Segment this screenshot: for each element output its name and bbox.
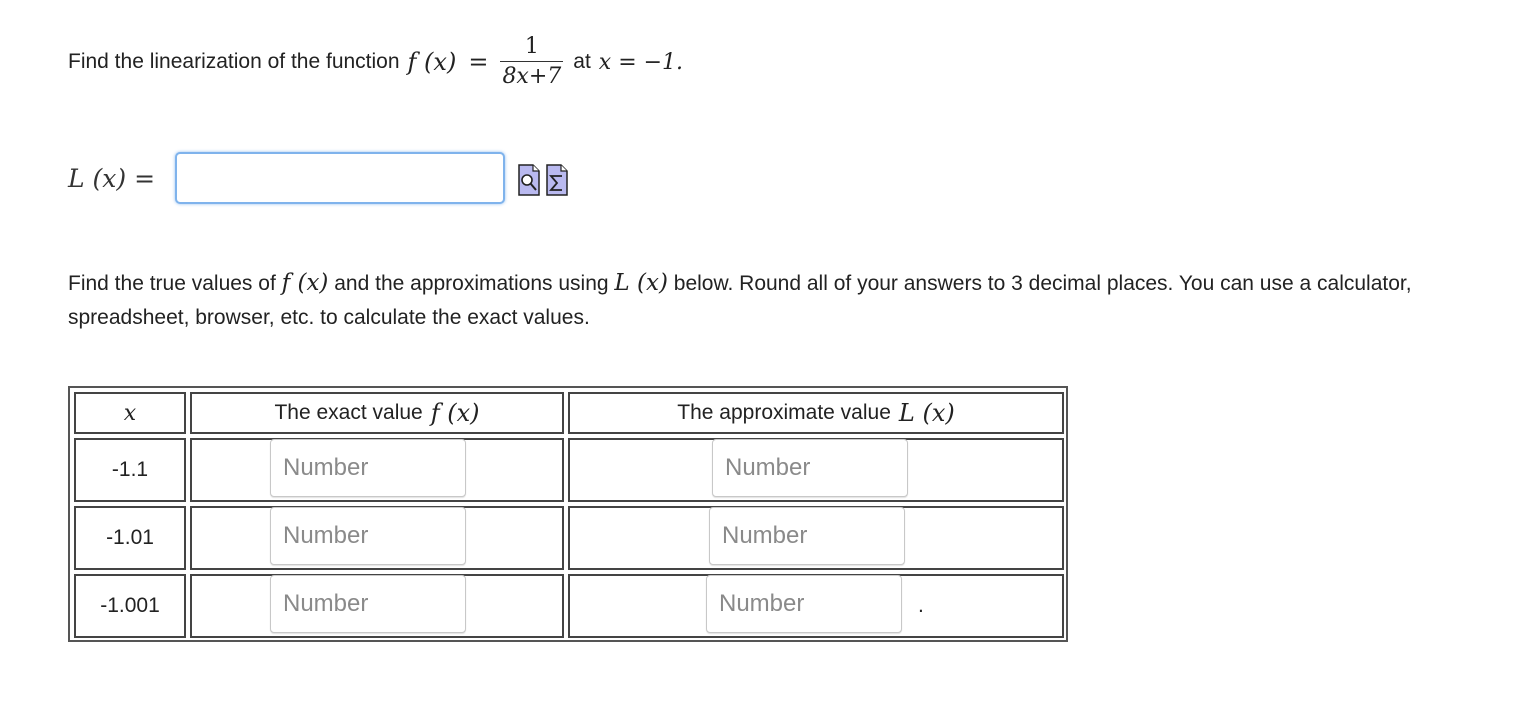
answer-tools <box>517 163 569 197</box>
fraction-numerator: 1 <box>524 34 539 59</box>
table-row-x-cell <box>74 574 186 638</box>
question-prefix: Find the linearization of the function <box>68 50 400 73</box>
instructions-part2: and the approximations using <box>334 272 609 295</box>
instructions-part1: Find the true values of <box>68 272 276 295</box>
linearization-label: L (x) = <box>68 163 156 193</box>
instructions-lx: L (x) <box>614 270 668 296</box>
fraction-denominator: 8x+7 <box>500 61 563 88</box>
row-x-value: -1.1 <box>111 458 149 481</box>
instructions-text <box>68 266 1468 335</box>
table-row-x-cell <box>74 438 186 502</box>
instructions-part3: below. Round all of your answers to 3 decimal places. You can use a calculator, spreadsheet, browser, etc. to calculate the exact values. <box>68 272 1412 329</box>
approx-value-input[interactable] <box>709 507 905 565</box>
trailing-period: . <box>918 594 924 617</box>
equals-sign: = <box>468 48 489 76</box>
approx-value-input[interactable] <box>712 439 908 497</box>
header-approx <box>568 392 1064 434</box>
question-text <box>68 34 683 90</box>
exact-value-input[interactable] <box>270 507 466 565</box>
values-table <box>68 386 1068 642</box>
header-x-label: x <box>123 400 137 426</box>
table-row-x-cell <box>74 506 186 570</box>
approx-value-input[interactable] <box>706 575 902 633</box>
linearization-input[interactable] <box>175 152 505 204</box>
exact-value-input[interactable] <box>270 575 466 633</box>
header-approx-label: The approximate value <box>677 401 891 424</box>
linearization-row <box>68 148 569 208</box>
at-text: at <box>573 50 591 73</box>
preview-icon[interactable] <box>517 163 541 197</box>
header-exact-label: The exact value <box>274 401 423 424</box>
row-x-value: -1.01 <box>106 526 154 549</box>
function-name: f (x) <box>407 48 457 76</box>
exact-value-input[interactable] <box>270 439 466 497</box>
header-approx-math: L (x) <box>898 399 955 427</box>
row-x-value: -1.001 <box>100 594 160 617</box>
function-fraction <box>500 36 563 88</box>
header-x <box>74 392 186 434</box>
equation-editor-icon[interactable] <box>545 163 569 197</box>
instructions-fx: f (x) <box>281 270 329 296</box>
header-exact <box>190 392 564 434</box>
header-exact-math: f (x) <box>430 399 480 427</box>
evaluation-point: x = −1. <box>598 49 684 75</box>
